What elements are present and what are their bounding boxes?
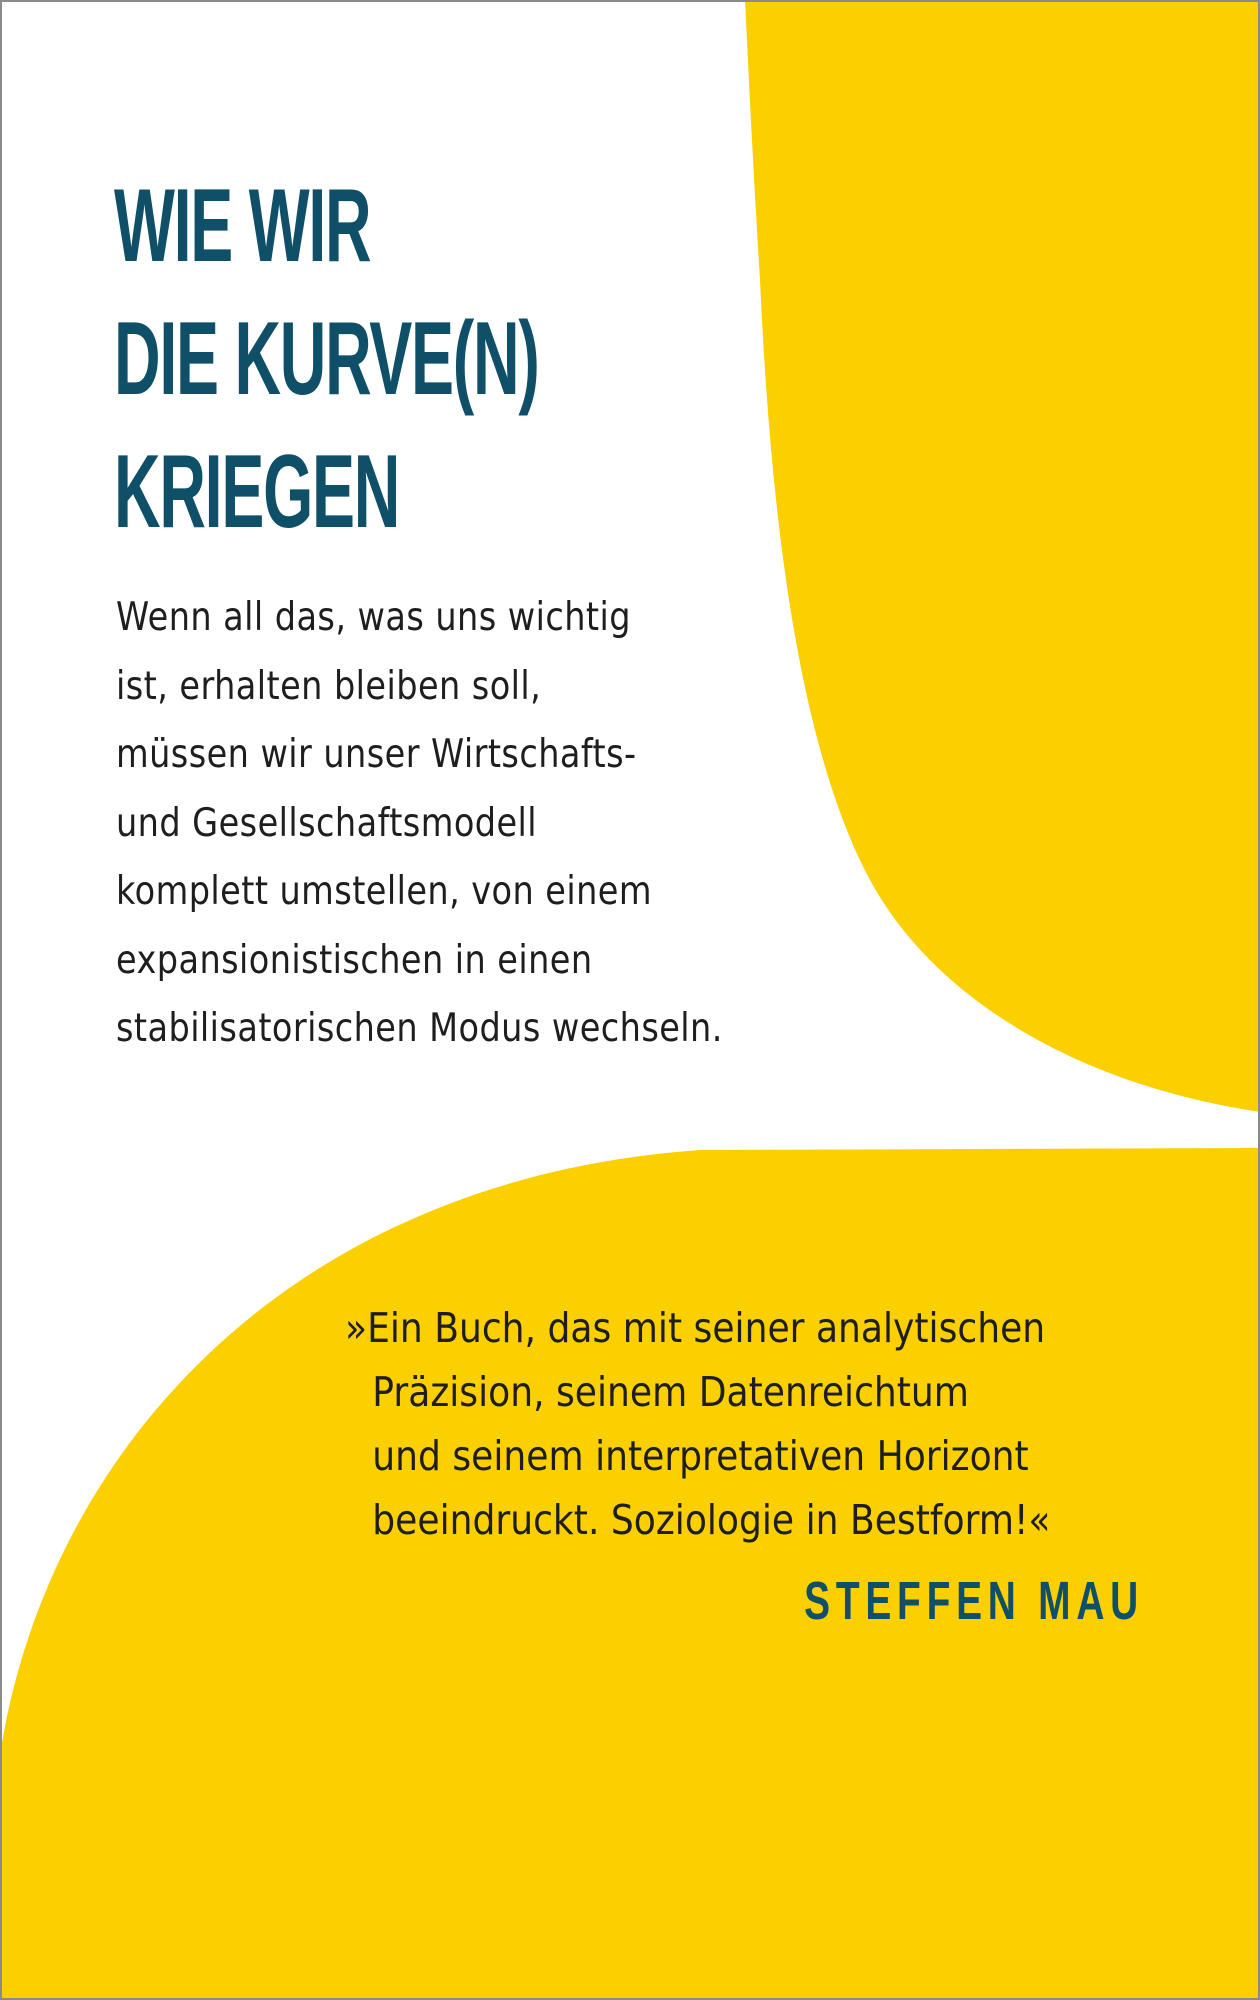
headline-line-1: WIE WIR: [114, 168, 371, 284]
description-line-5: komplett umstellen, von einem: [116, 869, 652, 914]
review-quote: [345, 1296, 1051, 1552]
headline-line-3: KRIEGEN: [114, 434, 400, 550]
top-right-yellow-curve: [745, 0, 1260, 1112]
quote-line-1: »Ein Buch, das mit seiner analytischen: [345, 1304, 1046, 1352]
description-line-7: stabilisatorischen Modus wechseln.: [116, 1006, 723, 1051]
quote-line-4: beeindruckt. Soziologie in Bestform!«: [372, 1496, 1051, 1544]
description-line-2: ist, erhalten bleiben soll,: [116, 663, 542, 709]
quote-author: STEFFEN MAU: [804, 1571, 1144, 1631]
description-line-4: und Gesellschaftsmodell: [116, 800, 538, 846]
description-line-6: expansionistischen in einen: [116, 937, 593, 983]
quote-line-3: und seinem interpretativen Horizont: [372, 1432, 1029, 1480]
headline: [114, 160, 539, 559]
quote-line-2: Präzision, seinem Datenreichtum: [372, 1368, 969, 1416]
headline-line-2: DIE KURVE(N): [114, 301, 539, 417]
description-line-3: müssen wir unser Wirtschafts-: [116, 732, 637, 777]
description-text: [116, 584, 735, 1064]
description-line-1: Wenn all das, was uns wichtig: [116, 595, 631, 640]
